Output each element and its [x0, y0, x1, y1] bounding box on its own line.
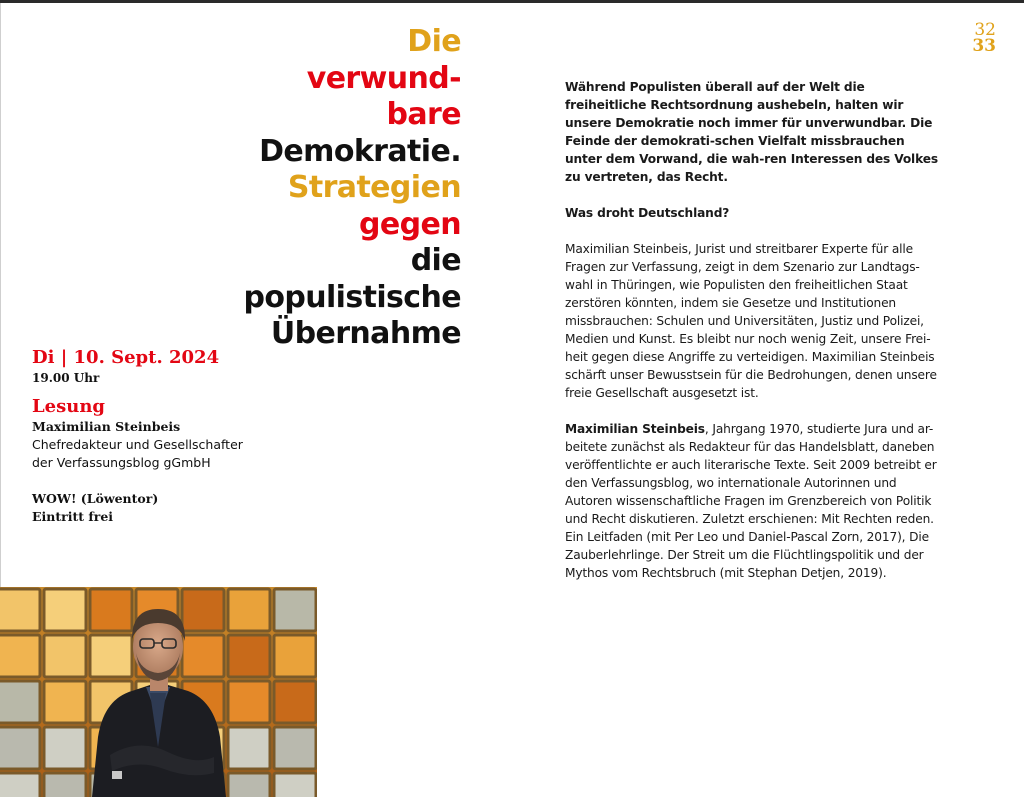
page-numbers: [972, 22, 996, 54]
title-line: Demokratie.: [259, 133, 461, 169]
event-entry: Eintritt frei: [32, 509, 114, 524]
title-line: die: [410, 243, 461, 278]
title-line: Die: [407, 24, 461, 59]
page-number-left: 32: [974, 20, 996, 40]
page-number-right: 33: [972, 36, 996, 56]
event-person: Maximilian Steinbeis: [32, 419, 181, 434]
article-paragraph-2: [565, 420, 945, 582]
title-line: bare: [386, 97, 461, 132]
article-subheading: Was droht Deutschland?: [565, 206, 730, 220]
event-role-line2: der Verfassungsblog gGmbH: [32, 455, 211, 470]
event-role-line1: Chefredakteur und Gesellschafter: [32, 437, 243, 452]
article-intro: Während Populisten überall auf der Welt die freiheitliche Rechtsordnung aushebeln, halten wir unsere Demokratie noch immer für unverwundbar. Die Feinde der demokrati-schen Vielfalt missbrauchen unter dem Vorwand, die wah-ren Interessen des Volkes zu vertreten, das Recht.: [565, 80, 938, 184]
article-paragraph-1: Maximilian Steinbeis, Jurist und streitbarer Experte für alle Fragen zur Verfassung, zeigt in dem Szenario zur Landtags-wahl in Thüringen, wie Populisten den freiheitlichen Staat zerstören könnten, indem sie Gesetze und Institutionen missbrauchen: Schulen und Universitäten, Justiz und Polizei, Medien und Kunst. Es bleibt nur noch wenig Zeit, unsere Frei-heit gegen diese Angriffe zu verteidigen. Maximilian Steinbeis schärft unser Bewusstsein für die Bedrohungen, denen unsere freie Gesellschaft ausgesetzt ist.: [565, 242, 937, 400]
title-line: verwund-: [306, 60, 461, 96]
title-line: gegen: [358, 206, 461, 242]
portrait-photo: [0, 587, 317, 797]
article-body: [565, 78, 945, 600]
author-bio: , Jahrgang 1970, studierte Jura und ar-beitete zunächst als Redakteur für das Handelsblatt, daneben veröffentlichte er auch literarische Texte. Seit 2009 betreibt er den Verfassungsblog, wo internationale Autorinnen und Autoren wissenschaftliche Fragen im Grenzbereich von Politik und Recht diskutieren. Zuletzt erschienen: Mit Rechten reden. Ein Leitfaden (mit Per Leo und Daniel-Pascal Zorn, 2017), Die Zauberlehrlinge. Der Streit um die Flüchtlingspolitik und der Mythos vom Rechtsbruch (mit Stephan Detjen, 2019).: [565, 422, 937, 580]
author-name: Maximilian Steinbeis: [565, 422, 705, 436]
event-date: Di | 10. Sept. 2024: [32, 347, 220, 368]
top-rule: [0, 0, 1024, 3]
title-line: Strategien: [287, 170, 461, 205]
title-line: Übernahme: [270, 316, 461, 351]
page-title: [161, 24, 461, 353]
event-time: 19.00 Uhr: [32, 371, 100, 385]
event-type: Lesung: [32, 396, 106, 417]
title-line: populistische: [243, 279, 461, 315]
event-venue: WOW! (Löwentor): [32, 491, 159, 506]
event-info: [32, 346, 292, 526]
